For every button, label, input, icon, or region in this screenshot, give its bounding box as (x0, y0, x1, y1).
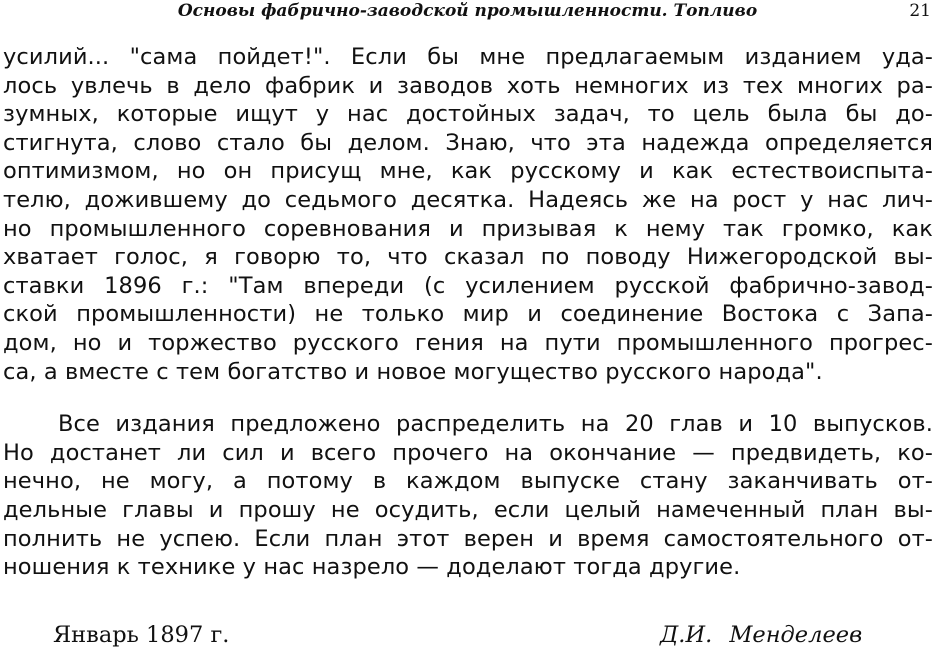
running-title: Основы фабрично-заводской промышленности. Топливо (177, 1, 758, 21)
text-line: дом, но и торжество русского гения на пути промышленного прогрес- (3, 329, 933, 356)
signoff-date: Январь 1897 г. (53, 622, 230, 648)
signoff (0, 620, 935, 650)
text-line: ставки 1896 г.: "Там впереди (с усилением русской фабрично-завод- (3, 272, 933, 299)
text-line: Но достанет ли сил и всего прочего на окончание — предвидеть, ко- (3, 439, 933, 466)
text-line: са, а вместе с тем богатство и новое могущество русского народа". (3, 358, 823, 385)
signoff-author: Д.И. Менделеев (660, 622, 863, 648)
text-line: полнить не успею. Если план этот верен и время самостоятельного от- (3, 525, 933, 552)
text-line: Все издания предложено распределить на 20 глав и 10 выпусков. (58, 411, 933, 438)
text-line: хватает голос, я говорю то, что сказал по поводу Нижегородской вы- (3, 244, 933, 271)
body-text (3, 43, 933, 582)
page-number: 21 (909, 1, 931, 21)
paragraph-gap (3, 386, 933, 410)
text-line: стигнута, слово стало бы делом. Знаю, что эта надежда определяется (3, 129, 933, 156)
page-header (0, 0, 935, 28)
text-line: нечно, не могу, а потому в каждом выпуске стану заканчивать от- (3, 468, 933, 495)
text-line: телю, дожившему до седьмого десятка. Надеясь же на рост у нас лич- (3, 186, 933, 213)
text-line: дельные главы и прошу не осудить, если целый намеченный план вы- (3, 496, 933, 523)
text-line: ношения к технике у нас назрело — доделают тогда другие. (3, 554, 741, 581)
text-line: зумных, которые ищут у нас достойных задач, то цель была бы до- (3, 101, 933, 128)
text-line: усилий... "сама пойдет!". Если бы мне предлагаемым изданием уда- (3, 44, 933, 70)
paragraph-1 (3, 43, 933, 386)
text-line: ской промышленности) не только мир и соединение Востока с Запа- (3, 301, 933, 328)
text-line: лось увлечь в дело фабрик и заводов хоть немногих из тех многих ра- (3, 72, 933, 99)
text-line: но промышленного соревнования и призывая к нему так громко, как (3, 215, 933, 242)
text-line: оптимизмом, но он присущ мне, как русскому и как естествоиспыта- (3, 158, 933, 185)
paragraph-2 (3, 410, 933, 582)
